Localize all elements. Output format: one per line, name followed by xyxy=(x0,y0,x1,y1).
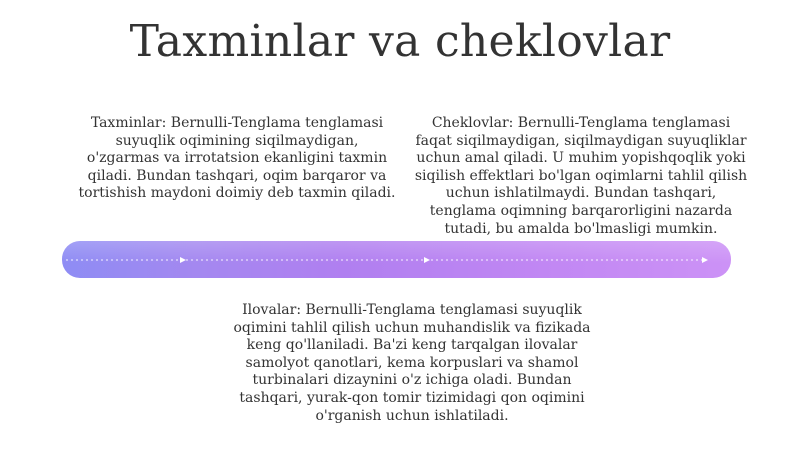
arrow-icon xyxy=(702,257,708,263)
slide-title: Taxminlar va cheklovlar xyxy=(129,16,671,67)
timeline-bar xyxy=(62,241,731,278)
arrow-icon xyxy=(180,257,186,263)
limitations-text: Cheklovlar: Bernulli-Tenglama tenglamasi faqat siqilmaydigan, siqilmaydigan suyuqliklar uchun amal qiladi. U muhim yopishqoqlik yoki siqilish effektlari bo'lgan oqimlarni tahlil qilish uchun ishlatilmaydi. Bundan tashqari, tenglama oqimning barqarorligini nazarda tutadi, bu amalda bo'lmasligi mumkin. xyxy=(414,115,748,237)
arrow-icon xyxy=(424,257,430,263)
applications-text: Ilovalar: Bernulli-Tenglama tenglamasi suyuqlik oqimini tahlil qilish uchun muhandislik va fizikada keng qo'llaniladi. Ba'zi keng tarqalgan ilovalar samolyot qanotlari, kema korpuslari va shamol turbinalari dizaynini o'z ichiga oladi. Bundan tashqari, yurak-qon tomir tizimidagi qon oqimini o'rganish uchun ishlatiladi. xyxy=(233,302,591,424)
assumptions-text: Taxminlar: Bernulli-Tenglama tenglamasi suyuqlik oqimining siqilmaydigan, o'zgarmas va irrotatsion ekanligini taxmin qiladi. Bundan tashqari, oqim barqaror va tortishish maydoni doimiy deb taxmin qiladi. xyxy=(78,115,396,202)
timeline-arrows xyxy=(62,241,731,278)
